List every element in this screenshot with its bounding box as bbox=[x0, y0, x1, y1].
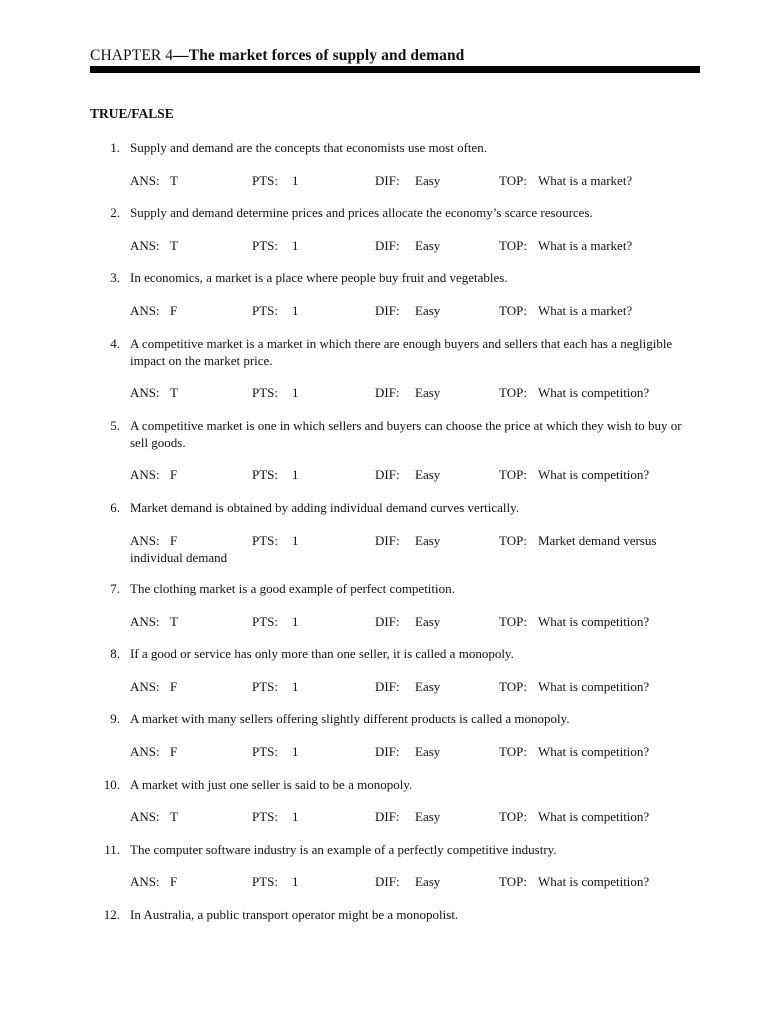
question-number: 12. bbox=[103, 907, 120, 922]
difficulty-value: Easy bbox=[415, 467, 441, 482]
difficulty-value: Easy bbox=[415, 679, 441, 694]
question-text: Market demand is obtained by adding individual demand curves vertically. bbox=[130, 500, 520, 515]
chapter-name: —The market forces of supply and demand bbox=[173, 47, 465, 64]
points-value: 1 bbox=[292, 533, 299, 548]
topic-label: TOP: bbox=[499, 679, 527, 694]
answer-value: T bbox=[170, 173, 178, 188]
question-text: A competitive market is a market in which there are enough buyers and sellers that each has a negligible impact on the market price. bbox=[130, 336, 673, 368]
topic-value: What is competition? bbox=[538, 679, 650, 694]
question-number: 2. bbox=[110, 205, 120, 220]
answer-value: F bbox=[170, 679, 178, 694]
section-heading: TRUE/FALSE bbox=[90, 106, 174, 121]
difficulty-value: Easy bbox=[415, 173, 441, 188]
topic-label: TOP: bbox=[499, 809, 527, 824]
points-value: 1 bbox=[292, 467, 299, 482]
question-text: A market with just one seller is said to be a monopoly. bbox=[130, 777, 413, 792]
points-label: PTS: bbox=[252, 303, 279, 318]
question-number: 7. bbox=[110, 581, 120, 596]
topic-value: What is a market? bbox=[538, 238, 633, 253]
points-label: PTS: bbox=[252, 533, 279, 548]
question-number: 4. bbox=[110, 336, 120, 351]
topic-value: What is competition? bbox=[538, 809, 650, 824]
answer-label: ANS: bbox=[130, 173, 160, 188]
difficulty-label: DIF: bbox=[375, 303, 400, 318]
question-text: The computer software industry is an example of a perfectly competitive industry. bbox=[130, 842, 557, 857]
points-value: 1 bbox=[292, 614, 299, 629]
points-label: PTS: bbox=[252, 874, 279, 889]
answer-value: T bbox=[170, 614, 178, 629]
answer-value: T bbox=[170, 238, 178, 253]
answer-label: ANS: bbox=[130, 533, 160, 548]
topic-label: TOP: bbox=[499, 238, 527, 253]
question-number: 3. bbox=[110, 270, 120, 285]
question-number: 9. bbox=[110, 711, 120, 726]
points-value: 1 bbox=[292, 173, 299, 188]
points-label: PTS: bbox=[252, 744, 279, 759]
question-text: If a good or service has only more than one seller, it is called a monopoly. bbox=[130, 646, 514, 661]
difficulty-value: Easy bbox=[415, 385, 441, 400]
difficulty-value: Easy bbox=[415, 809, 441, 824]
answer-value: T bbox=[170, 385, 178, 400]
points-label: PTS: bbox=[252, 679, 279, 694]
topic-label: TOP: bbox=[499, 467, 527, 482]
question-text: In Australia, a public transport operator might be a monopolist. bbox=[130, 907, 459, 922]
difficulty-value: Easy bbox=[415, 238, 441, 253]
topic-label: TOP: bbox=[499, 385, 527, 400]
question-text: The clothing market is a good example of perfect competition. bbox=[130, 581, 455, 596]
answer-value: F bbox=[170, 303, 178, 318]
question-text: In economics, a market is a place where people buy fruit and vegetables. bbox=[130, 270, 508, 285]
difficulty-label: DIF: bbox=[375, 385, 400, 400]
answer-label: ANS: bbox=[130, 238, 160, 253]
points-label: PTS: bbox=[252, 173, 279, 188]
difficulty-value: Easy bbox=[415, 533, 441, 548]
difficulty-label: DIF: bbox=[375, 874, 400, 889]
difficulty-label: DIF: bbox=[375, 809, 400, 824]
difficulty-label: DIF: bbox=[375, 679, 400, 694]
difficulty-label: DIF: bbox=[375, 238, 400, 253]
points-value: 1 bbox=[292, 238, 299, 253]
question-text: A competitive market is one in which sellers and buyers can choose the price at which they wish to buy or sell goods. bbox=[130, 418, 682, 450]
answer-meta-row bbox=[130, 302, 690, 319]
points-label: PTS: bbox=[252, 467, 279, 482]
points-value: 1 bbox=[292, 744, 299, 759]
answer-value: F bbox=[170, 744, 178, 759]
topic-value: What is competition? bbox=[538, 614, 650, 629]
topic-label: TOP: bbox=[499, 874, 527, 889]
difficulty-label: DIF: bbox=[375, 614, 400, 629]
answer-meta-row bbox=[130, 873, 690, 890]
difficulty-value: Easy bbox=[415, 614, 441, 629]
chapter-title bbox=[90, 47, 464, 65]
points-value: 1 bbox=[292, 874, 299, 889]
points-label: PTS: bbox=[252, 238, 279, 253]
topic-value: What is competition? bbox=[538, 744, 650, 759]
answer-value: F bbox=[170, 533, 178, 548]
topic-value: What is a market? bbox=[538, 173, 633, 188]
points-value: 1 bbox=[292, 809, 299, 824]
question-text: Supply and demand determine prices and prices allocate the economy’s scarce resources. bbox=[130, 205, 593, 220]
difficulty-value: Easy bbox=[415, 744, 441, 759]
difficulty-label: DIF: bbox=[375, 533, 400, 548]
answer-meta-row bbox=[130, 237, 690, 254]
topic-value-continued: individual demand bbox=[130, 550, 228, 565]
points-label: PTS: bbox=[252, 809, 279, 824]
points-label: PTS: bbox=[252, 385, 279, 400]
topic-value: Market demand versus bbox=[538, 533, 657, 548]
question-number: 5. bbox=[110, 418, 120, 433]
answer-label: ANS: bbox=[130, 809, 160, 824]
answer-meta-row bbox=[130, 678, 690, 695]
answer-label: ANS: bbox=[130, 614, 160, 629]
topic-label: TOP: bbox=[499, 173, 527, 188]
topic-value: What is competition? bbox=[538, 874, 650, 889]
points-value: 1 bbox=[292, 303, 299, 318]
answer-label: ANS: bbox=[130, 385, 160, 400]
difficulty-value: Easy bbox=[415, 303, 441, 318]
answer-meta-row bbox=[130, 808, 690, 825]
difficulty-value: Easy bbox=[415, 874, 441, 889]
question-number: 11. bbox=[104, 842, 120, 857]
topic-value: What is competition? bbox=[538, 467, 650, 482]
answer-meta-row bbox=[130, 743, 690, 760]
answer-meta-row bbox=[130, 532, 690, 565]
answer-value: F bbox=[170, 467, 178, 482]
answer-label: ANS: bbox=[130, 874, 160, 889]
topic-label: TOP: bbox=[499, 744, 527, 759]
answer-meta-row bbox=[130, 466, 690, 483]
title-rule bbox=[90, 66, 700, 73]
question-number: 8. bbox=[110, 646, 120, 661]
difficulty-label: DIF: bbox=[375, 467, 400, 482]
topic-value: What is competition? bbox=[538, 385, 650, 400]
answer-label: ANS: bbox=[130, 467, 160, 482]
topic-label: TOP: bbox=[499, 303, 527, 318]
question-number: 1. bbox=[110, 140, 120, 155]
answer-meta-row bbox=[130, 613, 690, 630]
points-label: PTS: bbox=[252, 614, 279, 629]
question-text: A market with many sellers offering slightly different products is called a monopoly. bbox=[130, 711, 570, 726]
chapter-number: CHAPTER 4 bbox=[90, 47, 174, 64]
answer-value: F bbox=[170, 874, 178, 889]
answer-meta-row bbox=[130, 172, 690, 189]
topic-label: TOP: bbox=[499, 614, 527, 629]
difficulty-label: DIF: bbox=[375, 744, 400, 759]
difficulty-label: DIF: bbox=[375, 173, 400, 188]
question-number: 6. bbox=[110, 500, 120, 515]
answer-meta-row bbox=[130, 384, 690, 401]
answer-value: T bbox=[170, 809, 178, 824]
answer-label: ANS: bbox=[130, 744, 160, 759]
answer-label: ANS: bbox=[130, 303, 160, 318]
answer-label: ANS: bbox=[130, 679, 160, 694]
points-value: 1 bbox=[292, 679, 299, 694]
topic-value: What is a market? bbox=[538, 303, 633, 318]
question-number: 10. bbox=[103, 777, 120, 792]
question-text: Supply and demand are the concepts that economists use most often. bbox=[130, 140, 488, 155]
points-value: 1 bbox=[292, 385, 299, 400]
topic-label: TOP: bbox=[499, 533, 527, 548]
